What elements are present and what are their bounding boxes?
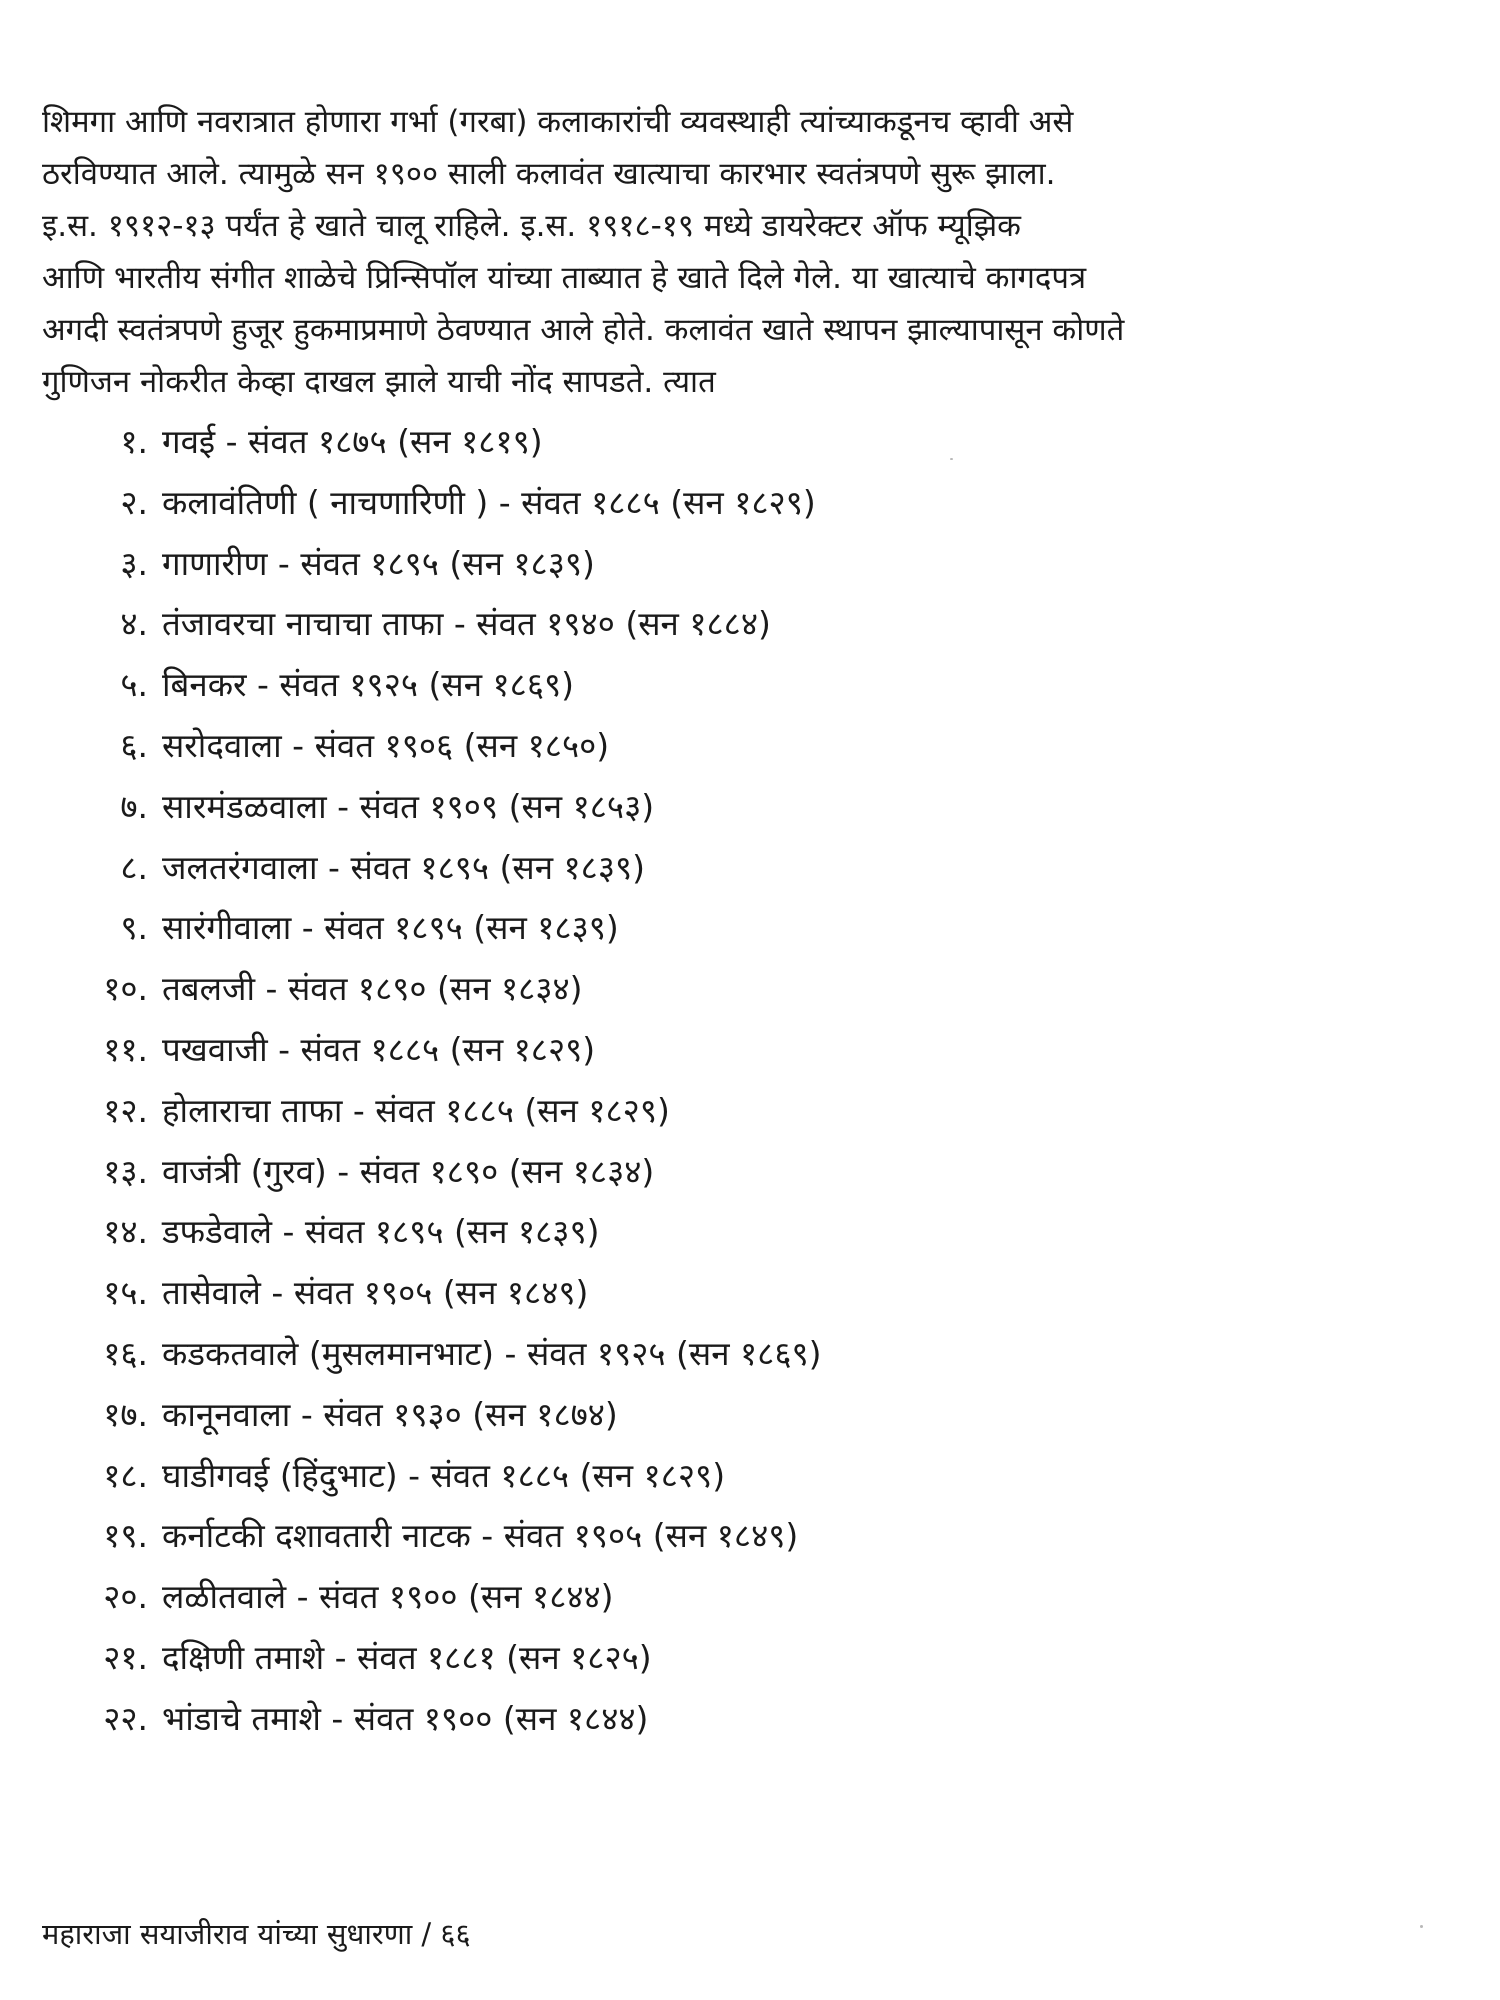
list-item bbox=[0, 1506, 1500, 1567]
item-text: तबलजी - संवत १८९० (सन १८३४) bbox=[162, 969, 583, 1009]
item-number: १३. bbox=[103, 1151, 148, 1191]
item-text: जलतरंगवाला - संवत १८९५ (सन १८३९) bbox=[162, 847, 646, 887]
item-number: २. bbox=[120, 482, 148, 522]
list-item bbox=[0, 655, 1500, 716]
list-item bbox=[0, 898, 1500, 959]
item-number: ११. bbox=[103, 1029, 148, 1069]
item-text: कडकतवाले (मुसलमानभाट) - संवत १९२५ (सन १८६९) bbox=[162, 1333, 822, 1373]
list-item bbox=[0, 1020, 1500, 1081]
item-text: दक्षिणी तमाशे - संवत १८८१ (सन १८२५) bbox=[162, 1637, 652, 1677]
item-text: वाजंत्री (गुरव) - संवत १८९० (सन १८३४) bbox=[162, 1151, 655, 1191]
item-number: १८. bbox=[103, 1455, 148, 1495]
list-item bbox=[0, 777, 1500, 838]
paragraph-line: अगदी स्वतंत्रपणे हुजूर हुकमाप्रमाणे ठेवण्यात आले होते. कलावंत खाते स्थापन झाल्यापासून कोणते bbox=[42, 312, 1125, 348]
item-text: गाणारीण - संवत १८९५ (सन १८३९) bbox=[162, 543, 595, 583]
scan-speck bbox=[1420, 1925, 1423, 1928]
paragraph-line: ठरविण्यात आले. त्यामुळे सन १९०० साली कलावंत खात्याचा कारभार स्वतंत्रपणे सुरू झाला. bbox=[42, 156, 1056, 192]
list-item bbox=[0, 838, 1500, 899]
paragraph-line: इ.स. १९१२-१३ पर्यंत हे खाते चालू राहिले. इ.स. १९१८-१९ मध्ये डायरेक्टर ऑफ म्यूझिक bbox=[42, 208, 1021, 244]
artist-list bbox=[0, 412, 1500, 1750]
item-number: ७. bbox=[120, 786, 148, 826]
paragraph-line: आणि भारतीय संगीत शाळेचे प्रिन्सिपॉल यांच्या ताब्यात हे खाते दिले गेले. या खात्याचे कागदपत्र bbox=[42, 260, 1087, 296]
item-number: ३. bbox=[120, 543, 148, 583]
list-item bbox=[0, 594, 1500, 655]
item-text: सारंगीवाला - संवत १८९५ (सन १८३९) bbox=[162, 908, 619, 948]
item-number: ८. bbox=[120, 847, 148, 887]
item-text: घाडीगवई (हिंदुभाट) - संवत १८८५ (सन १८२९) bbox=[162, 1455, 726, 1495]
list-item bbox=[0, 1689, 1500, 1750]
item-number: ४. bbox=[120, 604, 148, 644]
list-item bbox=[0, 412, 1500, 473]
item-number: १०. bbox=[103, 969, 148, 1009]
item-text: बिनकर - संवत १९२५ (सन १८६९) bbox=[162, 665, 575, 705]
list-item bbox=[0, 1142, 1500, 1203]
list-item bbox=[0, 716, 1500, 777]
list-item bbox=[0, 1446, 1500, 1507]
item-number: १२. bbox=[103, 1090, 148, 1130]
item-text: गवई - संवत १८७५ (सन १८१९) bbox=[162, 422, 543, 461]
list-item bbox=[0, 1567, 1500, 1628]
item-number: ५. bbox=[120, 665, 148, 705]
page-footer: महाराजा सयाजीराव यांच्या सुधारणा / ६६ bbox=[42, 1917, 471, 1951]
item-number: २१. bbox=[103, 1637, 148, 1677]
scan-speck bbox=[950, 458, 953, 460]
item-text: पखवाजी - संवत १८८५ (सन १८२९) bbox=[162, 1029, 596, 1069]
item-number: १५. bbox=[103, 1273, 148, 1313]
list-item bbox=[0, 1385, 1500, 1446]
item-text: तासेवाले - संवत १९०५ (सन १८४९) bbox=[162, 1273, 589, 1313]
list-item bbox=[0, 1081, 1500, 1142]
item-number: १९. bbox=[103, 1516, 148, 1556]
item-text: डफडेवाले - संवत १८९५ (सन १८३९) bbox=[162, 1212, 600, 1252]
list-item bbox=[0, 1202, 1500, 1263]
item-text: सरोदवाला - संवत १९०६ (सन १८५०) bbox=[162, 725, 610, 765]
item-number: २०. bbox=[103, 1577, 148, 1617]
item-text: कानूनवाला - संवत १९३० (सन १८७४) bbox=[162, 1394, 618, 1434]
list-item bbox=[0, 534, 1500, 595]
paragraph-line: गुणिजन नोकरीत केव्हा दाखल झाले याची नोंद सापडते. त्यात bbox=[42, 364, 716, 400]
list-item bbox=[0, 473, 1500, 534]
item-text: कर्नाटकी दशावतारी नाटक - संवत १९०५ (सन १८४९) bbox=[162, 1516, 799, 1556]
item-text: भांडाचे तमाशे - संवत १९०० (सन १८४४) bbox=[162, 1698, 649, 1738]
list-item bbox=[0, 1263, 1500, 1324]
item-number: १६. bbox=[103, 1333, 148, 1373]
item-text: होलाराचा ताफा - संवत १८८५ (सन १८२९) bbox=[162, 1090, 670, 1130]
list-item bbox=[0, 1628, 1500, 1689]
intro-paragraph bbox=[42, 96, 1472, 408]
item-number: १४. bbox=[103, 1212, 148, 1252]
item-text: लळीतवाले - संवत १९०० (सन १८४४) bbox=[162, 1577, 614, 1617]
list-item bbox=[0, 959, 1500, 1020]
item-number: १७. bbox=[103, 1394, 148, 1434]
item-number: ६. bbox=[120, 725, 148, 765]
list-item bbox=[0, 1324, 1500, 1385]
item-text: तंजावरचा नाचाचा ताफा - संवत १९४० (सन १८८४) bbox=[162, 604, 771, 644]
item-number: २२. bbox=[103, 1698, 148, 1738]
item-text: कलावंतिणी ( नाचणारिणी ) - संवत १८८५ (सन १८२९) bbox=[162, 482, 816, 522]
paragraph-line: शिमगा आणि नवरात्रात होणारा गर्भा (गरबा) कलाकारांची व्यवस्थाही त्यांच्याकडूनच व्हावी असे bbox=[42, 104, 1074, 140]
item-number: १. bbox=[120, 422, 148, 461]
item-number: ९. bbox=[120, 908, 148, 948]
item-text: सारमंडळवाला - संवत १९०९ (सन १८५३) bbox=[162, 786, 655, 826]
